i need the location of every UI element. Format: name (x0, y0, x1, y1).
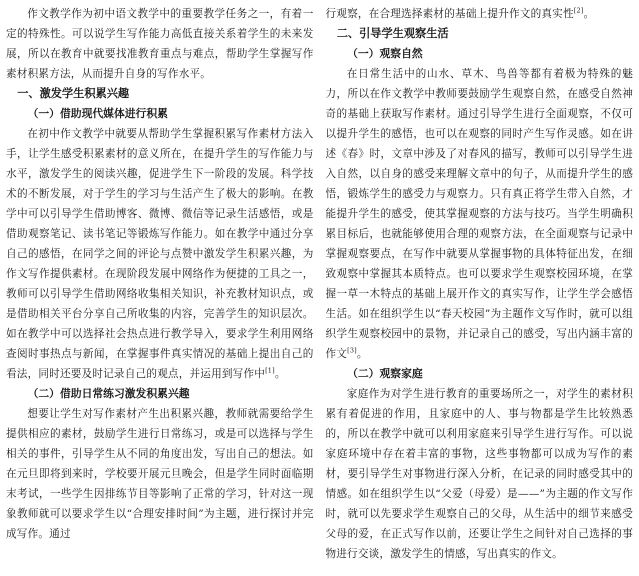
section-heading-1: 一、激发学生积累兴趣 (17, 87, 130, 100)
body-paragraph-3-text: 在日常生活中的山水、草木、鸟兽等都有着极为特殊的魅力，所以在作文教学中教师要鼓励学生观察自然，在感受自然神奇的基础上获取写作素材。通过引导学生进行全面观察，不仅可以提升学生的感悟，也可以在观察的同时产生写作灵感。如在讲述《春》时，文章中涉及了对春风的描写，教师可以引导学生进入自然，以自身的感受来理解文章中的句子，从而提升学生的感悟，锻炼学生的感受力与观察力。只有真正将学生带入自然，才能提升学生的感受，使其掌握观察的方法与技巧。当学生明确积累目标后，也就能够使用合理的观察方法，在全面观察与记录中掌握观察要点，在写作中就要从掌握事物的具体特征出发，在细致观察中掌握其本质特点。也可以要求学生观察校园环境，在掌握一草一木特点的基础上展开作文的真实写作，让学生学会感悟生活。如在组织学生以“春天校园”为主题作文写作时，就可以组织学生观察校园中的景物，并记录自己的感受，写出内涵丰富的作文 (325, 68, 633, 360)
body-paragraph-3 (326, 64, 634, 364)
subsection-heading-4: （二）观察家庭 (347, 367, 423, 380)
continued-paragraph-text: 行观察，在合理选择素材的基础上提升作文的真实性 (325, 8, 574, 20)
body-paragraph-2: 想要让学生对写作素材产生出积累兴趣，教师就需要给学生提供相应的素材，鼓励学生进行日常练习，或是可以选择与学生相关的事件，引导学生从不同的角度出发，写出自己的想法。如在元旦即将到来时，学校要开展元旦晚会，但是学生同时面临期末考试，一些学生因排练节目等影响了正常的学习，针对这一现象教师就可以要求学生以“合理安排时间”为主题，进行探讨并完成写作。通过 (6, 408, 314, 540)
continued-paragraph-end: 。 (583, 8, 595, 20)
left-column (6, 4, 314, 576)
subsection-heading-3: （一）观察自然 (347, 47, 423, 60)
right-column (326, 4, 634, 576)
body-paragraph-4: 家庭作为对学生进行教育的重要场所之一，对学生的素材积累有着促进的作用，且家庭中的人、事与物都是学生比较熟悉的，所以在教学中就可以利用家庭来引导学生进行写作。可以说家庭环境中存在着丰富的事物，这些事物都可以成为写作的素材，要引导学生对事物进行深入分析，在记录的同时感受其中的情感。如在组织学生以“父爱（母爱）是——”为主题的作文写作时，就可以先要求学生观察自己的父母，从生活中的细节来感受父母的爱，在正式写作以前，还要让学生之间针对自己选择的事物进行交谈，激发学生的情感，写出真实的作文。 (325, 388, 633, 560)
body-paragraph-3-end: 。 (356, 348, 368, 360)
section-heading-2: 二、引导学生观察生活 (336, 27, 449, 40)
continued-paragraph (326, 4, 634, 24)
subsection-heading-2: （二）借助日常练习激发积累兴趣 (27, 387, 190, 400)
citation-3: [3] (347, 346, 357, 355)
intro-paragraph: 作文教学作为初中语文教学中的重要教学任务之一，有着一定的特殊性。可以说学生写作能力高低直接关系着学生的未来发展，所以在教育中就要找准教育重点与难点，帮助学生掌握写作素材积累方法，从而提升自身的写作水平。 (6, 8, 314, 80)
body-paragraph-1-text: 在初中作文教学中就要从帮助学生掌握积累写作素材方法入手，让学生感受积累素材的意义所在，在提升学生的写作能力与水平，激发学生的阅读兴趣，促进学生下一阶段的发展。科学技术的不断发展，对于学生的学习与生活产生了极大的影响。在教学中可以引导学生借助博客、微博、微信等记录生活感悟，或是借助观察笔记、读书笔记等锻炼写作能力。如在教学中通过分享自己的感悟，在同学之间的评论与点赞中激发学生积累兴趣，为作文写作提供素材。在现阶段发展中网络作为便捷的工具之一，教师可以引导学生借助网络收集相关知识，补充教材知识点，或是借助相关平台分享自己所收集的内容，完善学生的知识层次。如在教学中可以选择社会热点进行教学导入，要求学生利用网络查阅时事热点与新闻，在掌握事件真实情况的基础上提出自己的看法，同时还要及时记录自己的观点，并运用到写作中 (6, 128, 314, 380)
body-paragraph-1-end: 。 (274, 368, 286, 380)
citation-1: [1] (265, 366, 275, 375)
citation-2: [2] (573, 6, 584, 15)
body-paragraph-1 (6, 124, 314, 384)
subsection-heading-1: （一）借助现代媒体进行积累 (27, 107, 168, 120)
